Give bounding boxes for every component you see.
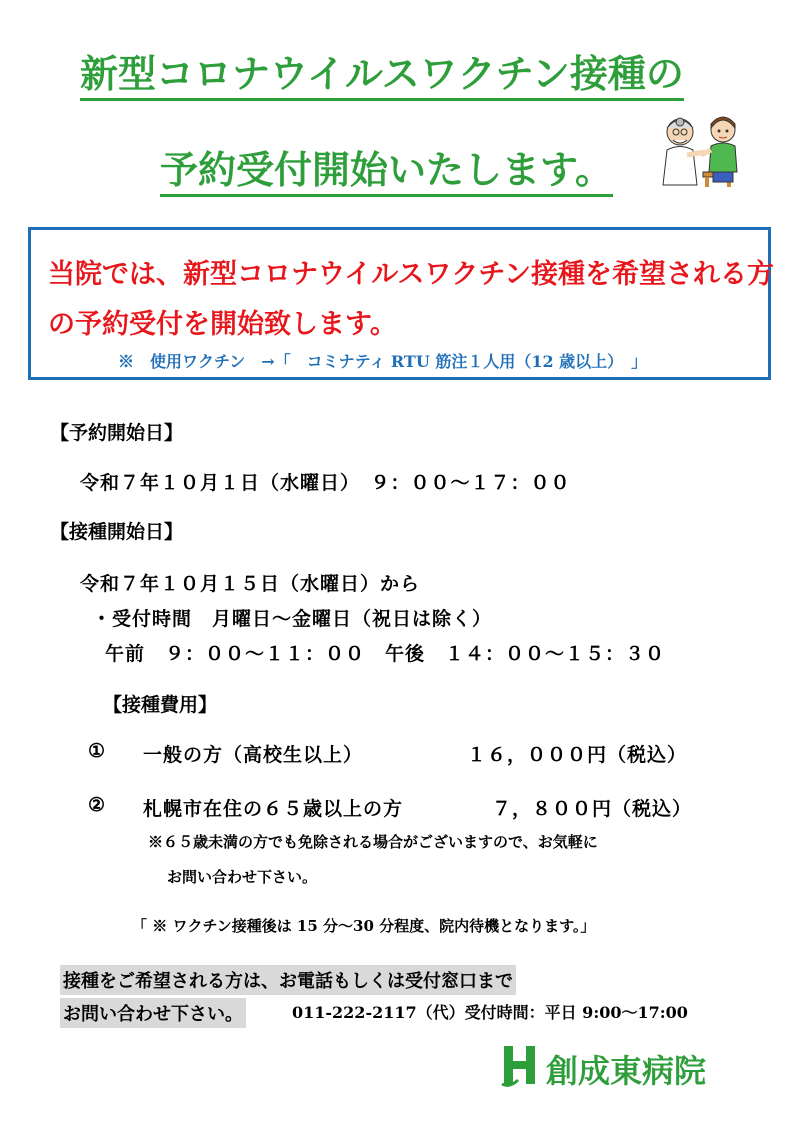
reception-hours-label: ・受付時間 月曜日～金曜日（祝日は除く） — [92, 608, 493, 630]
vaccine-note: ※ 使用ワクチン →「 コミナティ RTU 筋注１人用（12 歳以上） 」 — [118, 352, 648, 371]
fee-item-price: ７，８００円（税込） — [492, 798, 693, 820]
notice-line2: の予約受付を開始致します。 — [48, 309, 397, 340]
waiting-note: 「 ※ ワクチン接種後は 15 分～30 分程度、院内待機となります。」 — [132, 917, 596, 935]
phone-number: 011-222-2117（代）受付時間：平日 9:00～17:00 — [292, 1003, 688, 1022]
hospital-name: 創成東病院 — [546, 1052, 707, 1090]
reservation-date: 令和７年１０月１日（水曜日） ９：００～１７：００ — [80, 472, 571, 494]
fee-item-label: 札幌市在住の６５歳以上の方 — [143, 798, 404, 820]
vaccination-start-date: 令和７年１０月１５日（水曜日）から — [80, 573, 421, 595]
reception-hours-times: 午前 ９：００～１１：００ 午後 １４：００～１５：３０ — [105, 643, 666, 665]
fee-exemption-note-cont: お問い合わせ下さい。 — [167, 868, 318, 886]
vaccination-heading: 【接種開始日】 — [50, 521, 184, 543]
page-title-line1: 新型コロナウイルスワクチン接種の — [80, 52, 684, 101]
fee-item-label: 一般の方（高校生以上） — [143, 744, 364, 766]
fee-exemption-note: ※６５歳未満の方でも免除される場合がございますので、お気軽に — [148, 833, 598, 851]
notice-line1: 当院では、新型コロナウイルスワクチン接種を希望される方 — [48, 259, 775, 290]
doctor-patient-illustration — [655, 110, 745, 190]
fee-item-number: ② — [88, 794, 107, 816]
fees-heading: 【接種費用】 — [103, 694, 218, 716]
contact-line1: 接種をご希望される方は、お電話もしくは受付窓口まで — [60, 965, 516, 995]
reservation-heading: 【予約開始日】 — [50, 422, 184, 444]
page-title-line2: 予約受付開始いたします。 — [160, 148, 613, 197]
contact-line2: お問い合わせ下さい。 — [60, 998, 246, 1028]
fee-item-number: ① — [88, 740, 107, 762]
fee-item-price: １６，０００円（税込） — [467, 744, 688, 766]
hospital-logo-icon — [500, 1040, 540, 1090]
